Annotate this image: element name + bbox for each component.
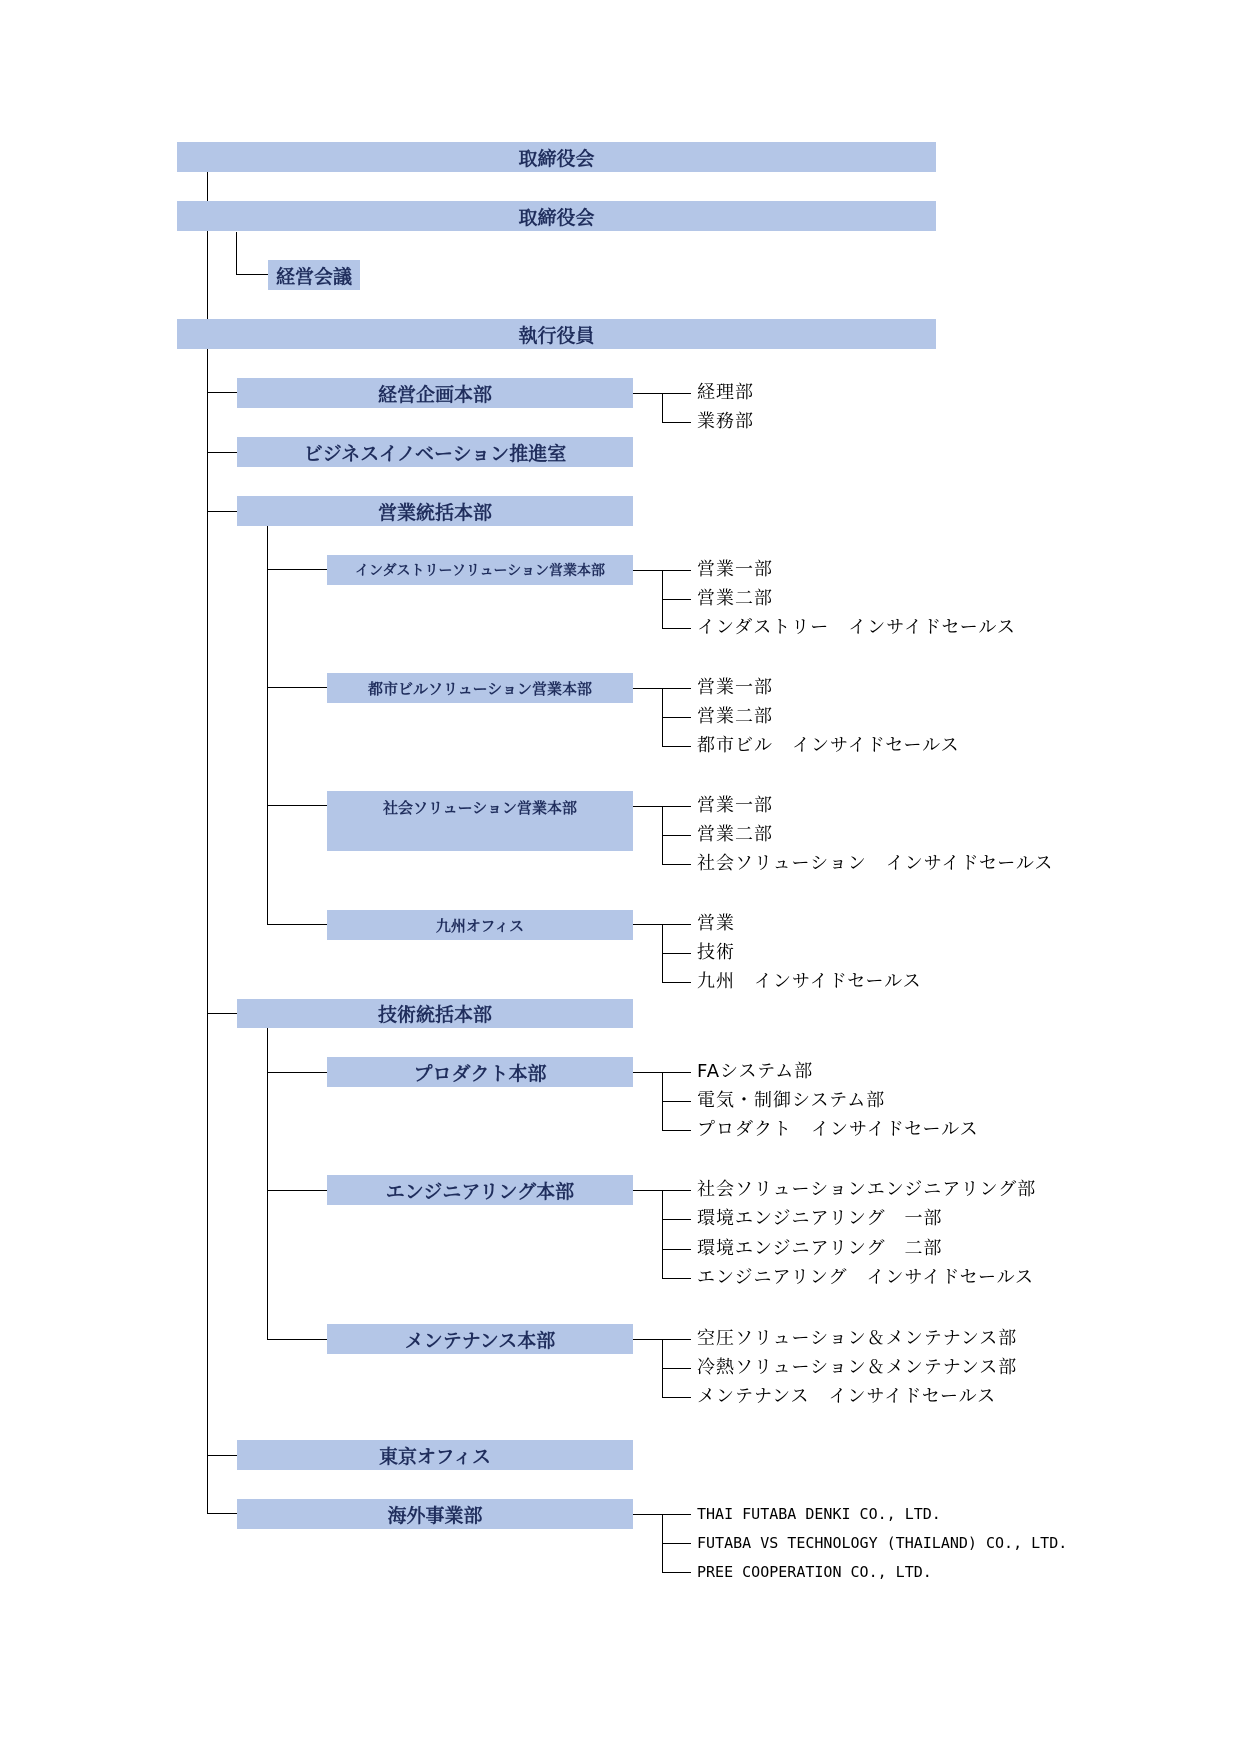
bracket-industry-h2 <box>662 599 691 600</box>
branch-innovation <box>207 452 237 453</box>
social-solution-box: 社会ソリューション営業本部 <box>327 791 633 851</box>
urban-building-box: 都市ビルソリューション営業本部 <box>327 673 633 703</box>
dept-urban-2: 営業二部 <box>697 706 773 727</box>
dept-urban-1: 営業一部 <box>697 677 773 698</box>
branch-kyushu <box>267 924 327 925</box>
dept-urban-3: 都市ビル インサイドセールス <box>697 735 960 756</box>
bracket-engineering-h3 <box>662 1249 691 1250</box>
bracket-overseas-h3 <box>662 1572 691 1573</box>
business-innovation-box: ビジネスイノベーション推進室 <box>237 437 633 467</box>
dept-kyushu-3: 九州 インサイドセールス <box>697 971 922 992</box>
bracket-urban-h3 <box>662 746 691 747</box>
bracket-social-h3 <box>662 864 691 865</box>
bracket-product-h2 <box>662 1101 691 1102</box>
bracket-product-h3 <box>662 1130 691 1131</box>
executive-officers-box: 執行役員 <box>177 319 936 349</box>
dept-engineering-4: エンジニアリング インサイドセールス <box>697 1267 1035 1288</box>
bracket-industry-h3 <box>662 628 691 629</box>
branch-planning <box>207 392 237 393</box>
dept-product-2: 電気・制御システム部 <box>697 1090 886 1111</box>
branch-urban <box>267 687 327 688</box>
dept-engineering-3: 環境エンジニアリング 二部 <box>697 1238 943 1259</box>
board-of-directors-box-2: 取締役会 <box>177 201 936 231</box>
dept-maintenance-1: 空圧ソリューション＆メンテナンス部 <box>697 1328 1018 1349</box>
bracket-social-h2 <box>662 835 691 836</box>
board-of-directors-box: 取締役会 <box>177 142 936 172</box>
bracket-planning-v <box>662 393 663 423</box>
dept-maintenance-3: メンテナンス インサイドセールス <box>697 1386 997 1407</box>
dept-industry-1: 営業一部 <box>697 559 773 580</box>
kyushu-office-box: 九州オフィス <box>327 910 633 940</box>
dept-product-3: プロダクト インサイドセールス <box>697 1119 979 1140</box>
connector-management-meeting-h <box>236 274 268 275</box>
dept-engineering-1: 社会ソリューションエンジニアリング部 <box>697 1179 1037 1200</box>
engineering-hq-box: エンジニアリング本部 <box>327 1175 633 1205</box>
industry-solution-box: インダストリーソリューション営業本部 <box>327 555 633 585</box>
sales-hq-box: 営業統括本部 <box>237 496 633 526</box>
product-hq-box: プロダクト本部 <box>327 1057 633 1087</box>
branch-industry <box>267 569 327 570</box>
main-spine <box>207 172 208 1513</box>
branch-sales <box>207 511 237 512</box>
bracket-engineering-v <box>662 1190 663 1279</box>
dept-social-3: 社会ソリューション インサイドセールス <box>697 853 1054 874</box>
branch-maintenance <box>267 1339 327 1340</box>
dept-social-2: 営業二部 <box>697 824 773 845</box>
bracket-urban-h2 <box>662 717 691 718</box>
management-meeting-box: 経営会議 <box>268 260 360 290</box>
bracket-engineering-h2 <box>662 1219 691 1220</box>
tokyo-office-box: 東京オフィス <box>237 1440 633 1470</box>
connector-management-meeting <box>236 232 237 275</box>
dept-planning-1: 経理部 <box>697 382 754 403</box>
branch-overseas <box>207 1513 237 1514</box>
dept-engineering-2: 環境エンジニアリング 一部 <box>697 1208 943 1229</box>
sales-spine <box>267 526 268 924</box>
dept-social-1: 営業一部 <box>697 795 773 816</box>
dept-planning-2: 業務部 <box>697 411 754 432</box>
bracket-maintenance-h2 <box>662 1368 691 1369</box>
bracket-planning-h2 <box>662 422 691 423</box>
branch-engineering <box>267 1190 327 1191</box>
maintenance-hq-box: メンテナンス本部 <box>327 1324 633 1354</box>
planning-hq-box: 経営企画本部 <box>237 378 633 408</box>
branch-product <box>267 1072 327 1073</box>
tech-hq-box: 技術統括本部 <box>237 999 633 1028</box>
bracket-engineering-h4 <box>662 1278 691 1279</box>
bracket-kyushu-h2 <box>662 953 691 954</box>
branch-social <box>267 805 327 806</box>
dept-maintenance-2: 冷熱ソリューション＆メンテナンス部 <box>697 1357 1018 1378</box>
dept-kyushu-2: 技術 <box>697 942 735 963</box>
tech-spine <box>267 1028 268 1339</box>
dept-kyushu-1: 営業 <box>697 913 735 934</box>
dept-product-1: FAシステム部 <box>697 1061 814 1082</box>
branch-tokyo <box>207 1455 237 1456</box>
dept-industry-2: 営業二部 <box>697 588 773 609</box>
overseas-division-box: 海外事業部 <box>237 1499 633 1529</box>
bracket-kyushu-h3 <box>662 982 691 983</box>
branch-tech <box>207 1013 237 1014</box>
dept-overseas-3: PREE COOPERATION CO., LTD. <box>697 1563 932 1581</box>
dept-overseas-2: FUTABA VS TECHNOLOGY (THAILAND) CO., LTD. <box>697 1534 1068 1552</box>
bracket-maintenance-h3 <box>662 1397 691 1398</box>
dept-overseas-1: THAI FUTABA DENKI CO., LTD. <box>697 1505 941 1523</box>
dept-industry-3: インダストリー インサイドセールス <box>697 617 1016 638</box>
bracket-overseas-h2 <box>662 1543 691 1544</box>
